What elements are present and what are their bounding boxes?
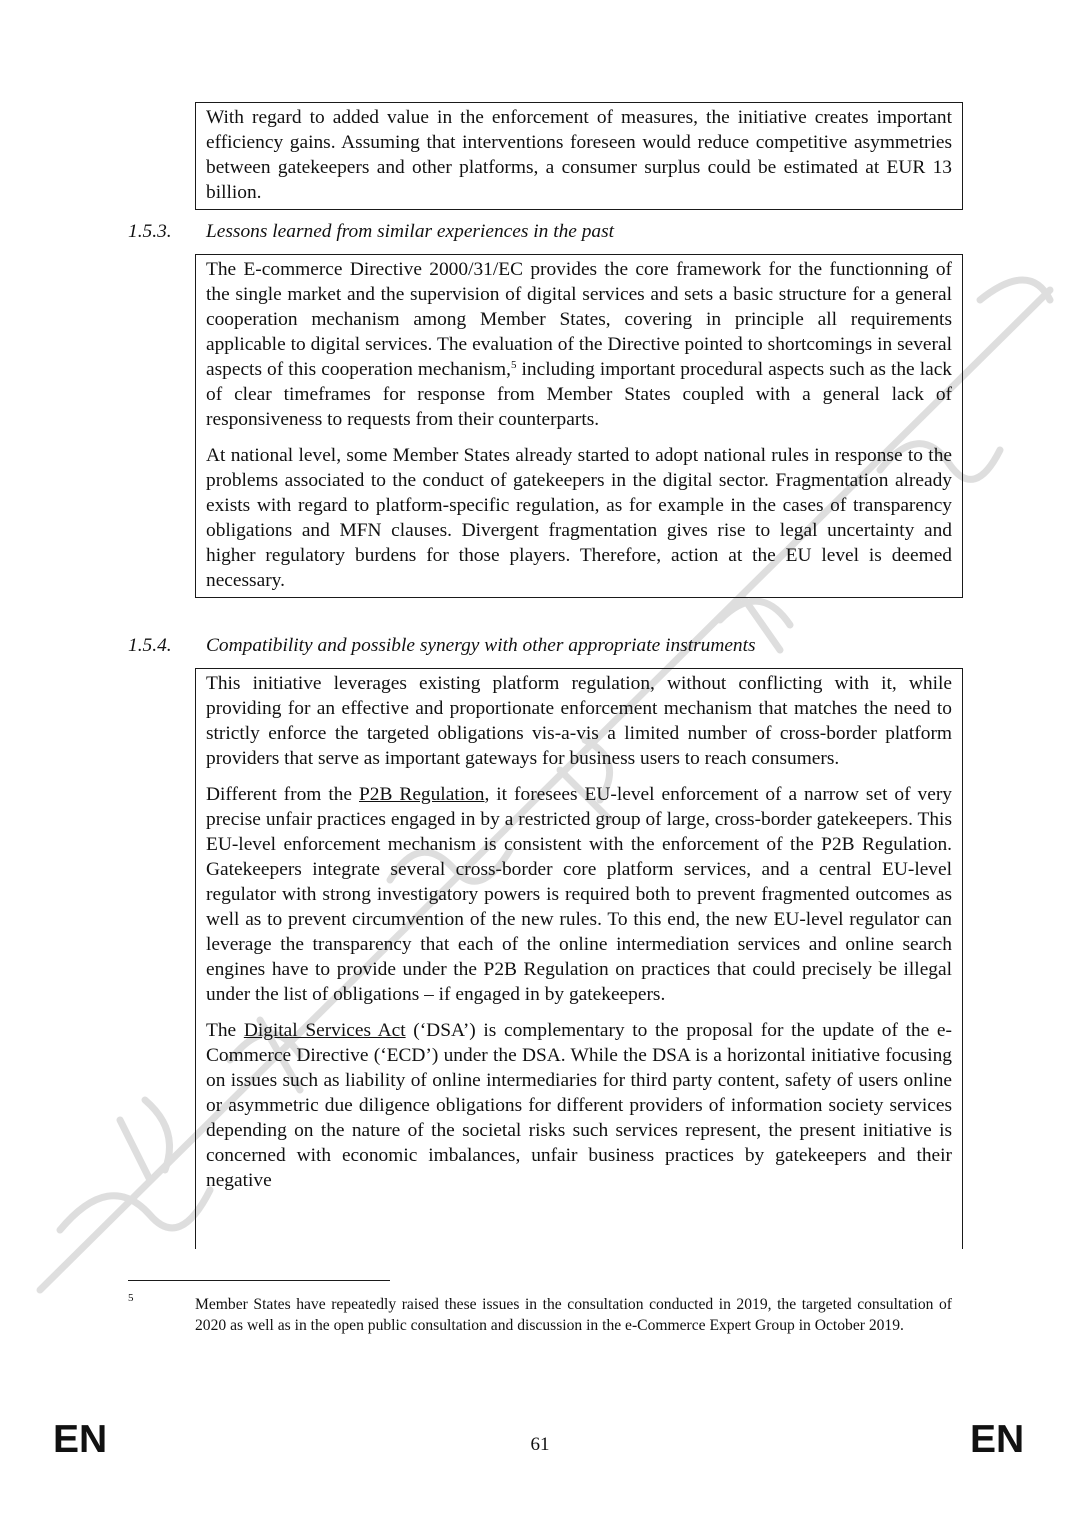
compat-para-3: [206, 1018, 952, 1193]
footnote-mark: 5: [128, 1292, 134, 1304]
lessons-para-1-text: The E-commerce Directive 2000/31/EC provides the core framework for the functionning of the single market and the supervision of digital services and sets a basic structure for a general cooperation mechanism among Member States, covering in principle all requirements applicable to digital services. The evaluation of the Directive pointed to shortcomings in several aspects of this cooperation mechanism,: [206, 259, 952, 380]
compat-para-3-text: (‘DSA’) is complementary to the proposal for the update of the e-Commerce Directive (‘ECD’) under the DSA. While the DSA is a horizontal initiative focusing on issues such as liability of online intermediaries for third party content, safety of users online or asymmetric due diligence obligations for different providers of information society services depending on the nature of the societal risks such services represent, the present initiative is concerned with economic imbalances, unfair business practices by gatekeepers and their negative: [206, 1020, 952, 1191]
language-label-right: EN: [970, 1418, 1025, 1461]
compatibility-box: [195, 668, 963, 1249]
footnote-text: Member States have repeatedly raised these issues in the consultation conducted in 2019, the targeted consultation of 2020 as well as in the open public consultation and discussion in the e-Commerce Expert Group in October 2019.: [195, 1296, 952, 1334]
lessons-para-2: At national level, some Member States already started to adopt national rules in response to the problems associated to the conduct of gatekeepers in the digital sector. Fragmentation already exists with regard to platform-specific regulation, as for example in the cases of transparency obligations and MFN clauses. Divergent fragmentation gives rise to legal uncertainty and higher regulatory burdens for those players. Therefore, action at the EU level is deemed necessary.: [206, 445, 952, 591]
section-1-5-3-number: 1.5.3.: [128, 221, 172, 242]
compat-para-2-lead: Different from the: [206, 784, 359, 805]
section-1-5-4-number: 1.5.4.: [128, 635, 172, 656]
added-value-text: With regard to added value in the enforcement of measures, the initiative creates important efficiency gains. Assuming that interventions foreseen would reduce competitive asymmetries between gatekeepers and other platforms, a consumer surplus could be estimated at EUR 13 billion.: [206, 107, 952, 203]
page-number: 61: [530, 1434, 550, 1455]
footnote-ref-5[interactable]: 5: [511, 359, 517, 371]
compat-para-3-lead: The: [206, 1020, 244, 1041]
compat-para-2-text: , it foresees EU-level enforcement of a narrow set of very precise unfair practices engaged in by a restricted group of large, cross-border gatekeepers. This EU-level enforcement mechanism is consistent with the enforcement of the P2B Regulation. Gatekeepers integrate several cross-border core platform services, and a central EU-level regulator with strong investigatory powers is required both to prevent fragmented outcomes as well as to prevent circumvention of the new rules. To this end, the new EU-level regulator can leverage the transparency that each of the online intermediation services and online search engines have to provide under the P2B Regulation on practices that could precisely be illegal under the list of obligations – if engaged in by gatekeepers.: [206, 784, 953, 1005]
compat-para-1: This initiative leverages existing platform regulation, without conflicting with it, while providing for an effective and proportionate enforcement mechanism that matches the need to strictly enforce the targeted obligations vis-a-vis a limited number of cross-border platform providers that serve as important gateways for business users to reach consumers.: [206, 673, 952, 769]
lessons-learned-box: [195, 254, 963, 598]
section-1-5-4-title: Compatibility and possible synergy with other appropriate instruments: [206, 635, 756, 656]
digital-services-act-link[interactable]: Digital Services Act: [243, 1020, 406, 1041]
p2b-regulation-link[interactable]: P2B Regulation: [359, 784, 485, 805]
language-label-left: EN: [53, 1418, 108, 1461]
footnote-divider: [128, 1280, 390, 1281]
lessons-para-1-cont: including important procedural aspects such as the lack of clear timeframes for response from Member States coupled with a general lack of responsiveness to requests from their counterparts.: [206, 359, 952, 430]
lessons-para-1: [206, 257, 952, 432]
compat-para-2: [206, 782, 952, 1007]
added-value-box: [195, 102, 963, 210]
section-1-5-3-title: Lessons learned from similar experiences in the past: [206, 221, 615, 242]
